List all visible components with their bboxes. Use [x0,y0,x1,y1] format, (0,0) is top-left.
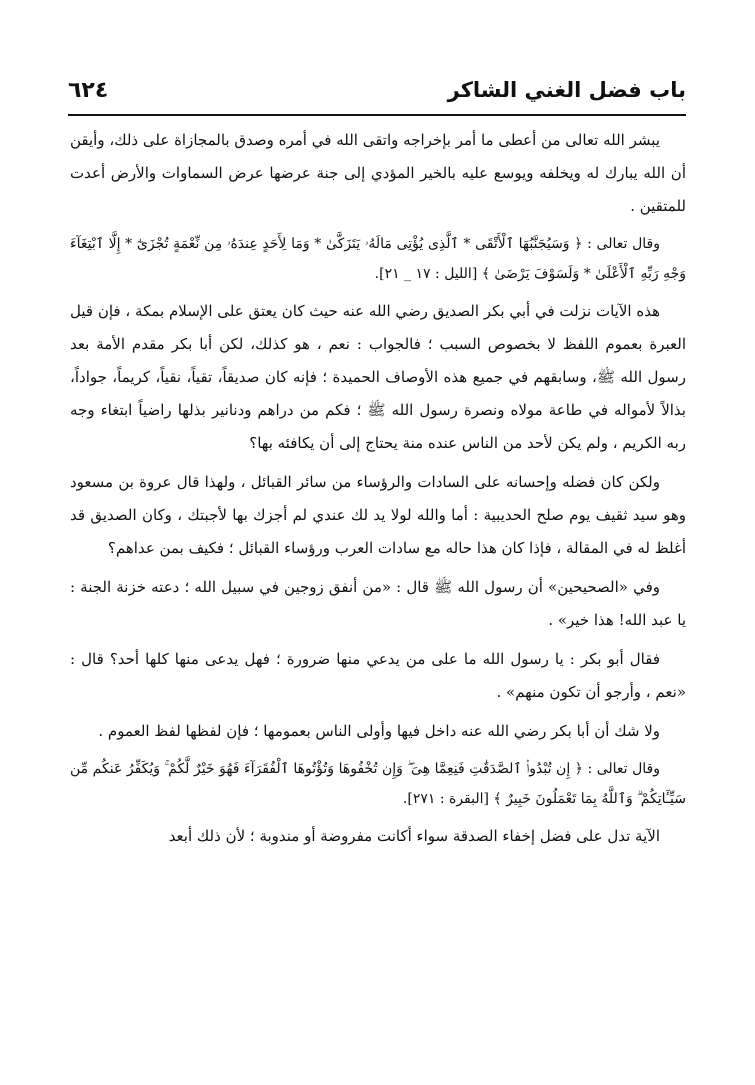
paragraph: ولكن كان فضله وإحسانه على السادات والرؤساء من سائر القبائل ، ولهذا قال عروة بن مسعود وهو سيد ثقيف يوم صلح الحديبية : أما والله لولا يد لك عندي لم أجزك بها لأجبتك ، وكان الصديق قد أغلظ له في المقالة ، فإذا كان هذا حاله مع سادات العرب ورؤساء القبائل ؛ فكيف بمن عداهم؟ [70,473,686,557]
paragraph: الآية تدل على فضل إخفاء الصدقة سواء أكانت مفروضة أو مندوبة ؛ لأن ذلك أبعد [168,827,660,845]
paragraph: يبشر الله تعالى من أعطى ما أمر بإخراجه واتقى الله في أمره وصدق بالمجازاة على ذلك، وأيقن أن الله يبارك له ويخلفه ويوسع عليه بالخير المؤدي إلى جنة عرضها عرض السماوات والأرض أعدت للمتقين . [70,131,686,215]
quran-verse-paragraph: وقال تعالى : ﴿ إِن تُبْدُوا۟ ٱلصَّدَقَٰتِ فَنِعِمَّا هِىَ ۖ وَإِن تُخْفُوهَا وَتُؤْتُوهَا ٱلْفُقَرَآءَ فَهُوَ خَيْرٌ لَّكُمْ ۚ وَيُكَفِّرُ عَنكُم مِّن سَيِّـَٔاتِكُمْ ۗ وَٱللَّهُ بِمَا تَعْمَلُونَ خَبِيرٌ ﴾ [البقرة : ٢٧١]. [70,761,686,807]
paragraph: فقال أبو بكر : يا رسول الله ما على من يدعي منها ضرورة ؛ فهل يدعى منها كلها أحد؟ قال : «نعم ، وأرجو أن تكون منهم» . [70,650,686,701]
chapter-title: باب فضل الغني الشاكر [447,78,686,102]
page-header [68,78,686,116]
paragraph: ولا شك أن أبا بكر رضي الله عنه داخل فيها وأولى الناس بعمومها ؛ فإن لفظها لفظ العموم . [98,722,660,740]
page-number: ٦٢٤ [68,78,109,103]
paragraph: وفي «الصحيحين» أن رسول الله ﷺ قال : «من أنفق زوجين في سبيل الله ؛ دعته خزنة الجنة : يا عبد الله! هذا خير» . [70,578,686,629]
paragraph: هذه الآيات نزلت في أبي بكر الصديق رضي الله عنه حيث كان يعتق على الإسلام بمكة ، فإن قيل العبرة بعموم اللفظ لا بخصوص السبب ؛ فالجواب : نعم ، هو كذلك، لكن أبا بكر مقدم الأمة بعد رسول الله ﷺ، وسابقهم في جميع هذه الأوصاف الحميدة ؛ فإنه كان صديقاً، تقياً، نقياً، كريماً، جواداً، بذالاً لأمواله في طاعة مولاه ونصرة رسول الله ﷺ ؛ فكم من دراهم ودنانير بذلها راضياً ابتغاء وجه ربه الكريم ، ولم يكن لأحد من الناس عنده منة يحتاج إلى أن يكافئه بها؟ [70,302,686,452]
quran-verse-paragraph: وقال تعالى : ﴿ وَسَيُجَنَّبُهَا ٱلْأَتْقَى * ٱلَّذِى يُؤْتِى مَالَهُۥ يَتَزَكَّىٰ * وَمَا لِأَحَدٍ عِندَهُۥ مِن نِّعْمَةٍ تُجْزَىٰٓ * إِلَّا ٱبْتِغَآءَ وَجْهِ رَبِّهِ ٱلْأَعْلَىٰ * وَلَسَوْفَ يَرْضَىٰ ﴾ [الليل : ١٧ _ ٢١]. [70,236,686,282]
page-body [70,124,686,859]
